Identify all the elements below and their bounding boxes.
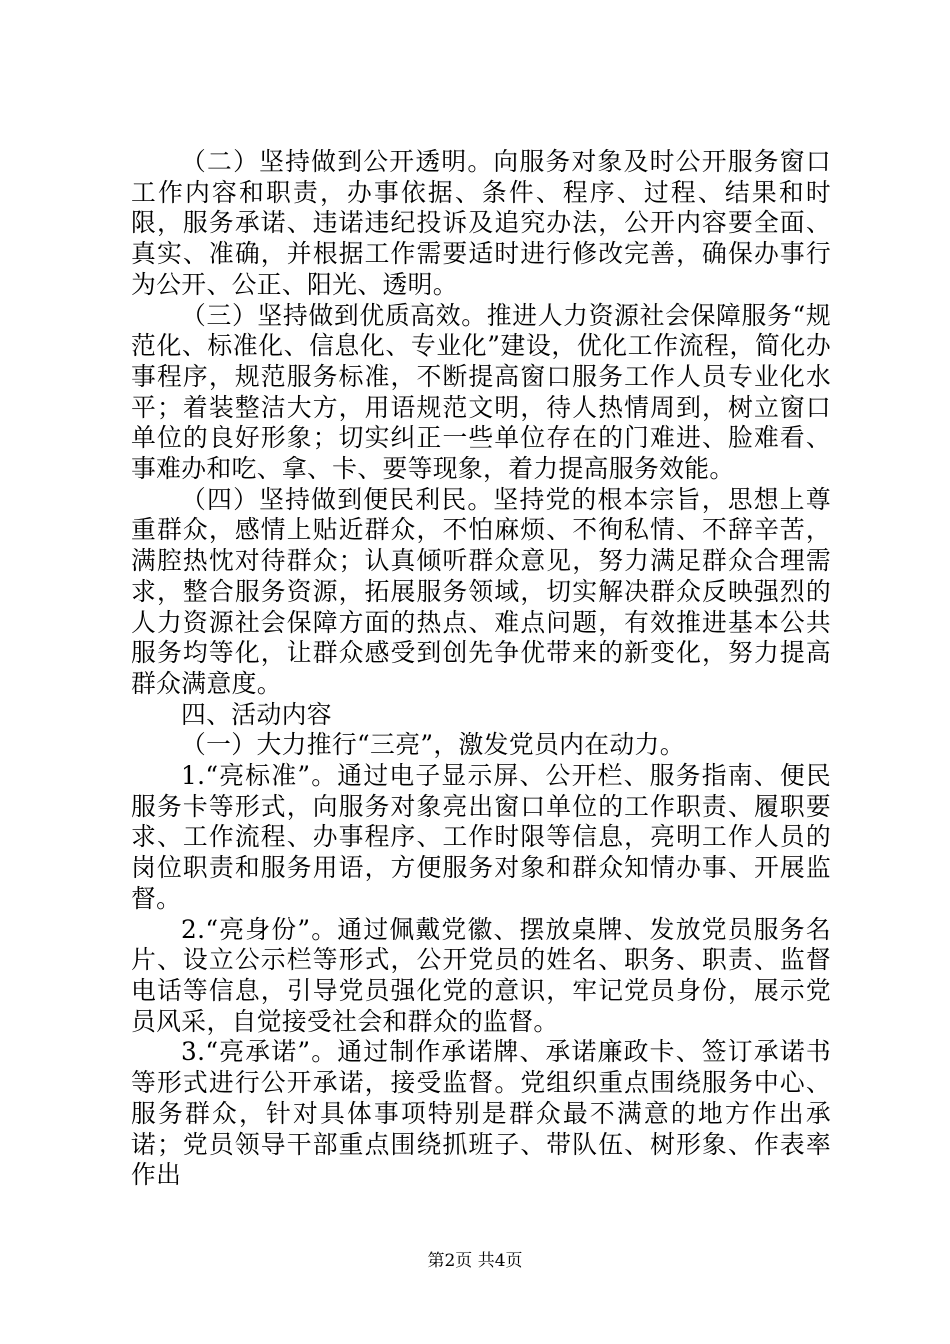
paragraph-show-commitment: 3.“亮承诺”。通过制作承诺牌、承诺廉政卡、签订承诺书等形式进行公开承诺，接受监督。党组织重点围绕服务中心、服务群众，针对具体事项特别是群众最不满意的地方作出承诺；党员领导干部重点围绕抓班子、带队伍、树形象、作表率作出 <box>131 1037 831 1190</box>
section-heading-activity-content: 四、活动内容 <box>181 699 332 729</box>
paragraph-show-identity: 2.“亮身份”。通过佩戴党徽、摆放桌牌、发放党员服务名片、设立公示栏等形式，公开党员的姓名、职务、职责、监督电话等信息，引导党员强化党的意识，牢记党员身份，展示党员风采，自觉接受社会和群众的监督。 <box>131 914 831 1036</box>
document-body <box>131 147 831 1191</box>
paragraph-quality-efficient: （三）坚持做到优质高效。推进人力资源社会保障服务“规范化、标准化、信息化、专业化”建设，优化工作流程，简化办事程序，规范服务标准，不断提高窗口服务工作人员专业化水平；着装整洁大方，用语规范文明，待人热情周到，树立窗口单位的良好形象；切实纠正一些单位存在的门难进、脸难看、事难办和吃、拿、卡、要等现象，着力提高服务效能。 <box>131 300 831 484</box>
subsection-heading-three-shows: （一）大力推行“三亮”，激发党员内在动力。 <box>181 730 685 760</box>
page-footer: 第2页 共4页 <box>427 1251 523 1271</box>
paragraph-show-standards: 1.“亮标准”。通过电子显示屏、公开栏、服务指南、便民服务卡等形式，向服务对象亮出窗口单位的工作职责、履职要求、工作流程、办事程序、工作时限等信息，亮明工作人员的岗位职责和服务用语，方便服务对象和群众知情办事、开展监督。 <box>131 761 831 913</box>
paragraph-convenient-people: （四）坚持做到便民利民。坚持党的根本宗旨，思想上尊重群众，感情上贴近群众，不怕麻烦、不徇私情、不辞辛苦，满腔热忱对待群众；认真倾听群众意见，努力满足群众合理需求，整合服务资源，拓展服务领域，切实解决群众反映强烈的人力资源社会保障方面的热点、难点问题，有效推进基本公共服务均等化，让群众感受到创先争优带来的新变化，努力提高群众满意度。 <box>131 484 831 698</box>
paragraph-open-transparent: （二）坚持做到公开透明。向服务对象及时公开服务窗口工作内容和职责，办事依据、条件、程序、过程、结果和时限，服务承诺、违诺违纪投诉及追究办法，公开内容要全面、真实、准确，并根据工作需要适时进行修改完善，确保办事行为公开、公正、阳光、透明。 <box>131 147 831 299</box>
